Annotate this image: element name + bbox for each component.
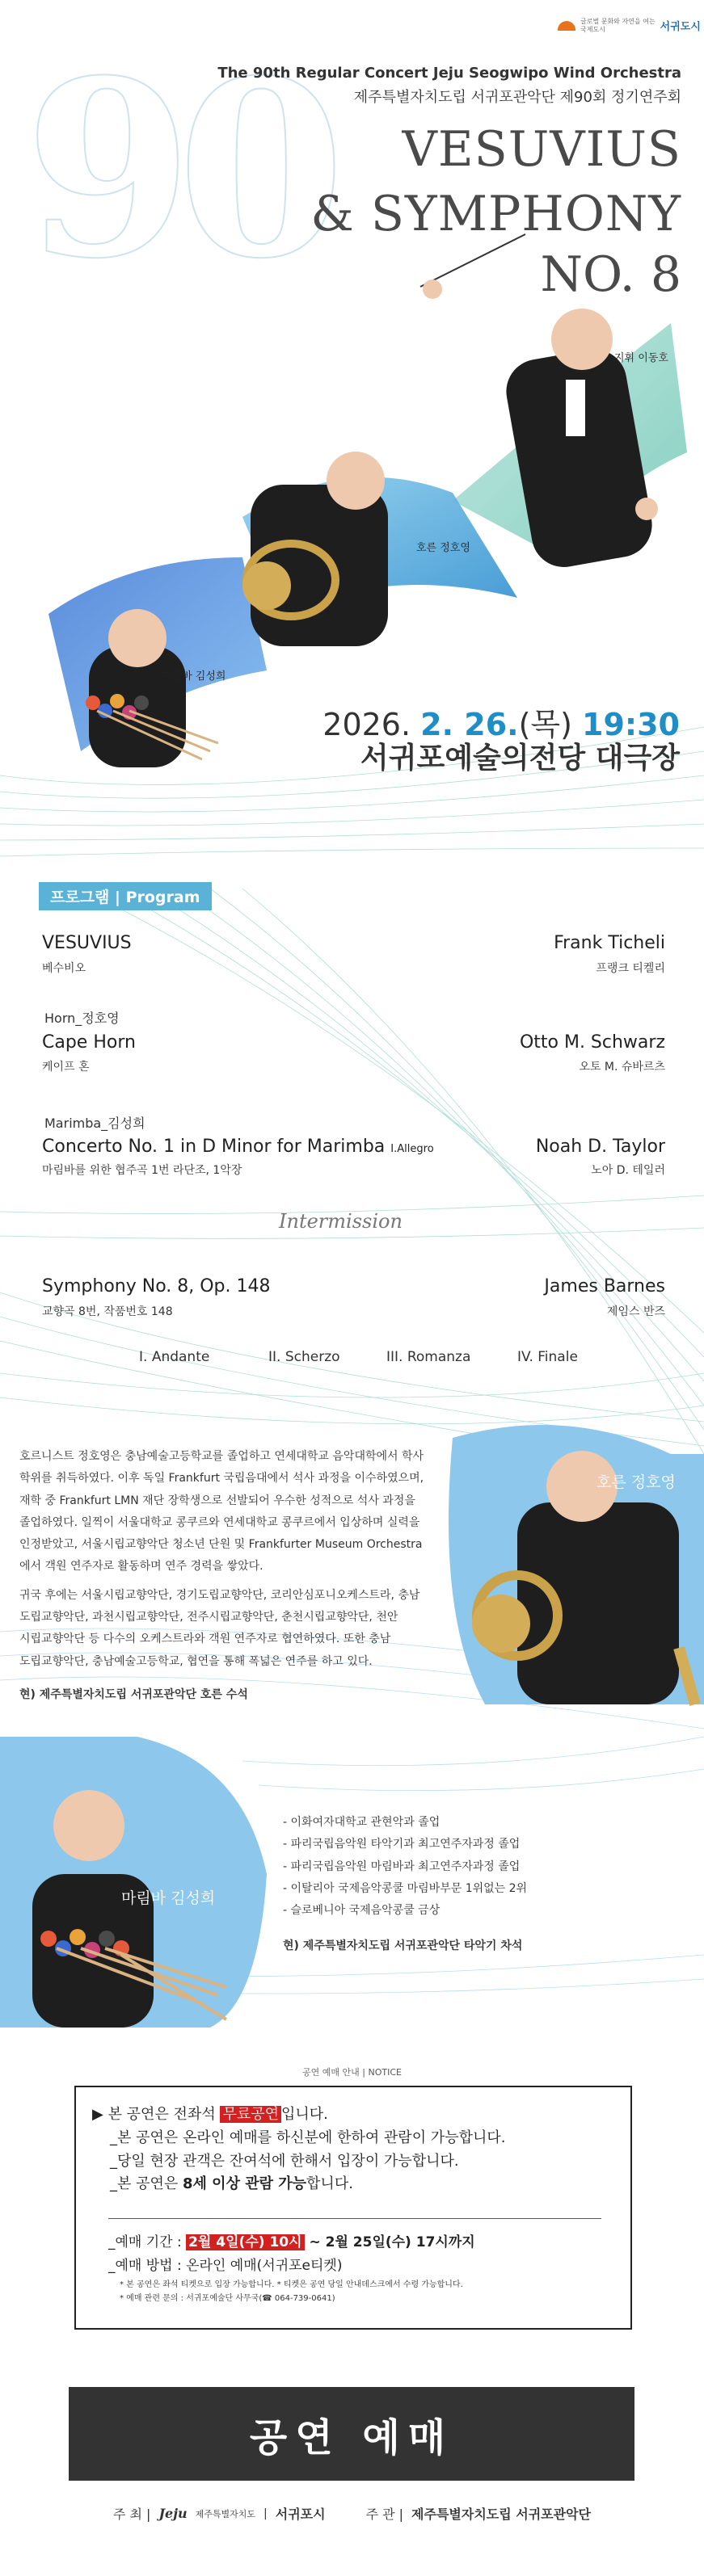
composer-name: Otto M. Schwarz	[519, 1032, 665, 1053]
anniversary-number: 90	[24, 27, 330, 312]
composer-name: Frank Ticheli	[554, 933, 665, 953]
subtitle-english: The 90th Regular Concert Jeju Seogwipo Wind Orchestra	[217, 65, 681, 82]
jeju-logo: Jeju	[158, 2506, 188, 2521]
composer-name-ko: 노아 D. 테일러	[591, 1164, 665, 1177]
logo-tagline2: 국제도시	[580, 25, 605, 33]
logo-name: 서귀도시	[660, 21, 701, 34]
logo-tagline: 글로벌 문화와 자연을 여는	[580, 18, 656, 25]
movement: IV. Finale	[517, 1349, 578, 1365]
symphony-title-ko: 교향곡 8번, 작품번호 148	[42, 1305, 173, 1318]
booking-button[interactable]: 공연 예매	[69, 2387, 634, 2481]
subtitle-korean: 제주특별자치도립 서귀포관악단 제90회 정기연주회	[353, 89, 681, 106]
notice-header: 공연 예매 안내 | NOTICE	[302, 2067, 402, 2078]
program-item-title: VESUVIUS	[42, 933, 132, 953]
composer-name-ko: 제임스 반즈	[606, 1305, 665, 1318]
notice-box	[74, 2086, 632, 2330]
composer-name: James Barnes	[544, 1276, 665, 1296]
horn-bio-footer: 현) 제주특별자치도립 서귀포관악단 호른 수석	[19, 1688, 248, 1701]
booking-method: _예매 방법 : 온라인 예매(서귀포e티켓)	[108, 2257, 343, 2274]
organizer-name: 제주특별자치도립 서귀포관악단	[411, 2507, 592, 2522]
program-item-title: Concerto No. 1 in D Minor for Marimba I.Allegro	[42, 1137, 434, 1157]
notice-online: _본 공연은 온라인 예매를 하신분에 한하여 관람이 가능합니다.	[110, 2128, 506, 2146]
composer-name-ko: 프랭크 티켈리	[596, 962, 665, 975]
movement: I. Andante	[139, 1349, 210, 1365]
marimba-bio-label: 마림바 김성희	[121, 1889, 216, 1907]
notice-small-2: * 예매 관련 문의 : 서귀포예술단 사무국(☎ 064-739-0641)	[120, 2293, 335, 2303]
sun-icon	[558, 21, 575, 31]
program-badge: 프로그램 | Program	[39, 882, 212, 910]
movement: II. Scherzo	[268, 1349, 340, 1365]
notice-divider	[108, 2218, 601, 2219]
host-label: 주 최 |	[112, 2507, 151, 2522]
horn-player-photo	[242, 452, 388, 646]
horn-bio-text: 호르니스트 정호영은 충남예술고등학교를 졸업하고 연세대학교 음악대학에서 학사 학위를 취득하였다. 이후 독일 Frankfurt 국립음대에서 석사 과정을 이수하였으며, 재학 중 Frankfurt LMN 재단 장학생으로 선발되어 우수한 성적으로 석사 과정을 졸업하였다. 일찍이 서울대학교 콩쿠르와 연세대학교 콩쿠르에서 입상하며 실력을 인정받았고, 서울시립교향악단 청소년 단원 및 Frankfurter Museum Orchestra 에서 객원 연주자로 활동하며 연주 경력을 쌓았다. 귀국 후에는 서울시립교향악단, 경기도립교향악단, 코리안심포니오케스트라, 충남 도립교향악단, 과천시립교향악단, 전주시립교향악단, 춘천시립교향악단, 천안 시립교향악단 등 다수의 오케스트라와 객원 연주자로 협연하였다. 또한 충남 도립교향악단, 충남예술고등학교, 협연을 통해 폭넓은 연주를 하고 있다.	[19, 1450, 424, 1668]
marimba-bio-text: - 이화여자대학교 관현악과 졸업 - 파리국립음악원 타악기과 최고연주자과정 졸업 - 파리국립음악원 마림바과 최고연주자과정 졸업 - 이탈리아 국제음악콩쿨 마림바부문 1위없는 2위 - 슬로베니아 국제음악콩쿨 금상	[283, 1816, 528, 1918]
conductor-caption: 지휘 이동호	[614, 352, 668, 364]
program-item-title-ko: 마림바를 위한 협주곡 1번 라단조, 1악장	[42, 1164, 242, 1177]
notice-free: ▶ 본 공연은 전좌석 무료공연 입니다.	[92, 2106, 328, 2123]
jeju-province: 제주특별자치도	[195, 2508, 256, 2519]
marimba-caption: 마림바 김성희	[162, 670, 226, 683]
program-item-title-ko: 베수비오	[42, 962, 86, 975]
composer-name: Noah D. Taylor	[535, 1137, 665, 1157]
seogwipo-logo	[558, 18, 701, 33]
symphony-title: Symphony No. 8, Op. 148	[42, 1276, 271, 1296]
program-performer: Marimba_김성희	[44, 1116, 145, 1131]
movement: III. Romanza	[386, 1349, 471, 1365]
notice-onsite: _당일 현장 관객은 잔여석에 한해서 입장이 가능합니다.	[110, 2152, 459, 2170]
title-line-1: VESUVIUS	[402, 121, 681, 178]
program-item-title: Cape Horn	[42, 1032, 136, 1053]
concert-date: 2026. 2. 26.(목) 19:30	[322, 707, 680, 742]
seogwipo-city: 서귀포시	[275, 2507, 326, 2522]
composer-name-ko: 오토 M. 슈바르츠	[579, 1061, 665, 1074]
intermission-label: Intermission	[279, 1210, 403, 1233]
notice-age: _본 공연은 8세 이상 관람 가능합니다.	[110, 2175, 353, 2193]
horn-caption: 호른 정호영	[416, 542, 470, 554]
marimba-bio-footer: 현) 제주특별자치도립 서귀포관악단 타악기 차석	[283, 1939, 523, 1952]
title-line-2: & SYMPHONY	[310, 186, 681, 242]
horn-bio-label: 호른 정호영	[597, 1473, 676, 1491]
title-line-3: NO. 8	[540, 246, 681, 303]
concert-venue: 서귀포예술의전당 대극장	[360, 742, 680, 775]
program-performer: Horn_정호영	[44, 1011, 120, 1026]
notice-small-1: * 본 공연은 좌석 티켓으로 입장 가능합니다. * 티켓은 공연 당일 안내데스크에서 수령 가능합니다.	[120, 2280, 463, 2289]
organizer-label: 주 관 |	[365, 2507, 404, 2522]
footer: 주 최 | Jeju 제주특별자치도 | 서귀포시 주 관 | 제주특별자치도립 서귀포관악단	[112, 2506, 592, 2522]
booking-period: _예매 기간 : 2월 4일(수) 10시 ~ 2월 25일(수) 17시까지	[108, 2234, 475, 2250]
program-item-title-ko: 케이프 혼	[42, 1061, 90, 1074]
